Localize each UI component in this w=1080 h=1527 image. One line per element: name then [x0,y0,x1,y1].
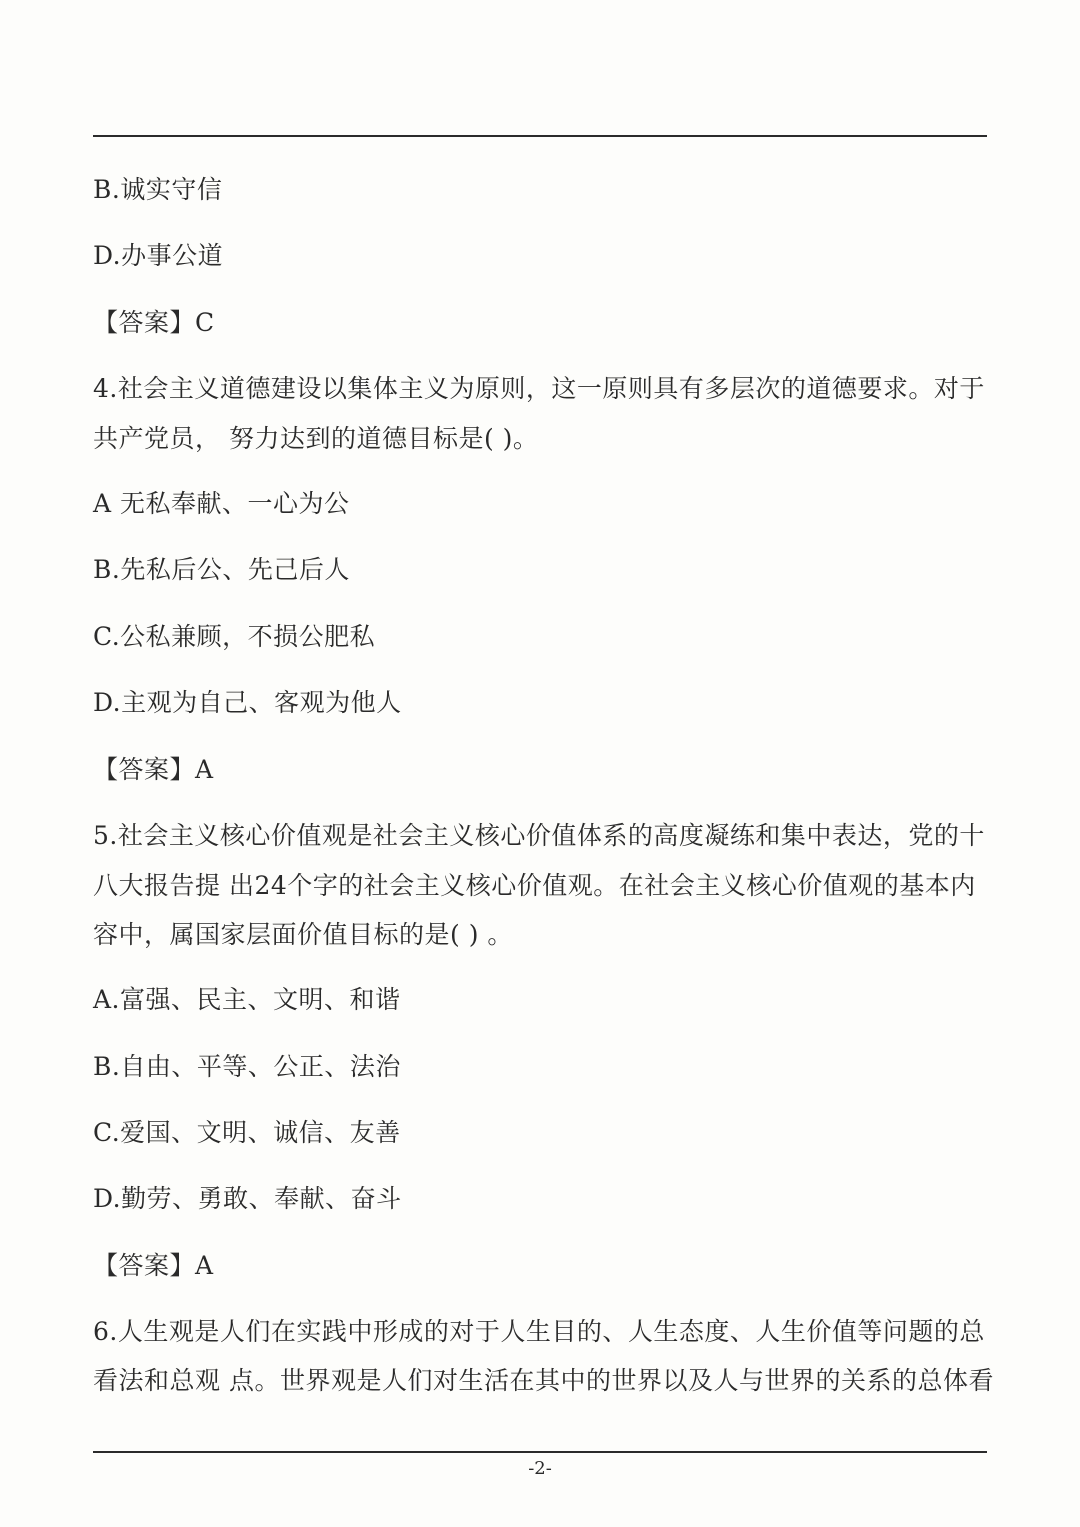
question-5-option-b: B.自由、平等、公正、法治 [93,1052,401,1081]
footer-rule [93,1451,987,1453]
question-5-text-line-1: 5.社会主义核心价值观是社会主义核心价值体系的高度凝练和集中表达，党的十 [93,821,985,850]
question-6-text-line-1: 6.人生观是人们在实践中形成的对于人生目的、人生态度、人生价值等问题的总 [93,1317,985,1346]
question-4-option-b: B.先私后公、先己后人 [93,555,350,584]
question-4-option-d: D.主观为自己、客观为他人 [93,688,402,717]
question-3-option-b: B.诚实守信 [93,175,223,204]
question-4-text-line-2: 共产党员， 努力达到的道德目标是( )。 [93,424,539,453]
header-rule [93,135,987,137]
page-number: -2- [528,1458,552,1479]
question-5-option-d: D.勤劳、勇敢、奉献、奋斗 [93,1184,402,1213]
question-5-text-line-3: 容中，属国家层面价值目标的是( ) 。 [93,920,513,949]
question-5-text-line-2: 八大报告提 出24个字的社会主义核心价值观。在社会主义核心价值观的基本内 [93,871,976,900]
question-6-text-line-2: 看法和总观 点。世界观是人们对生活在其中的世界以及人与世界的关系的总体看 [93,1366,994,1395]
question-5-option-c: C.爱国、文明、诚信、友善 [93,1118,401,1147]
question-4-text-line-1: 4.社会主义道德建设以集体主义为原则，这一原则具有多层次的道德要求。对于 [93,374,985,403]
question-4-option-a: A 无私奉献、一心为公 [93,489,350,518]
question-5-answer: 【答案】A [93,1251,214,1280]
question-4-answer: 【答案】A [93,755,214,784]
question-5-option-a: A.富强、民主、文明、和谐 [93,985,401,1014]
question-3-option-d: D.办事公道 [93,241,224,270]
question-3-answer: 【答案】C [93,308,215,337]
question-4-option-c: C.公私兼顾，不损公肥私 [93,622,376,651]
